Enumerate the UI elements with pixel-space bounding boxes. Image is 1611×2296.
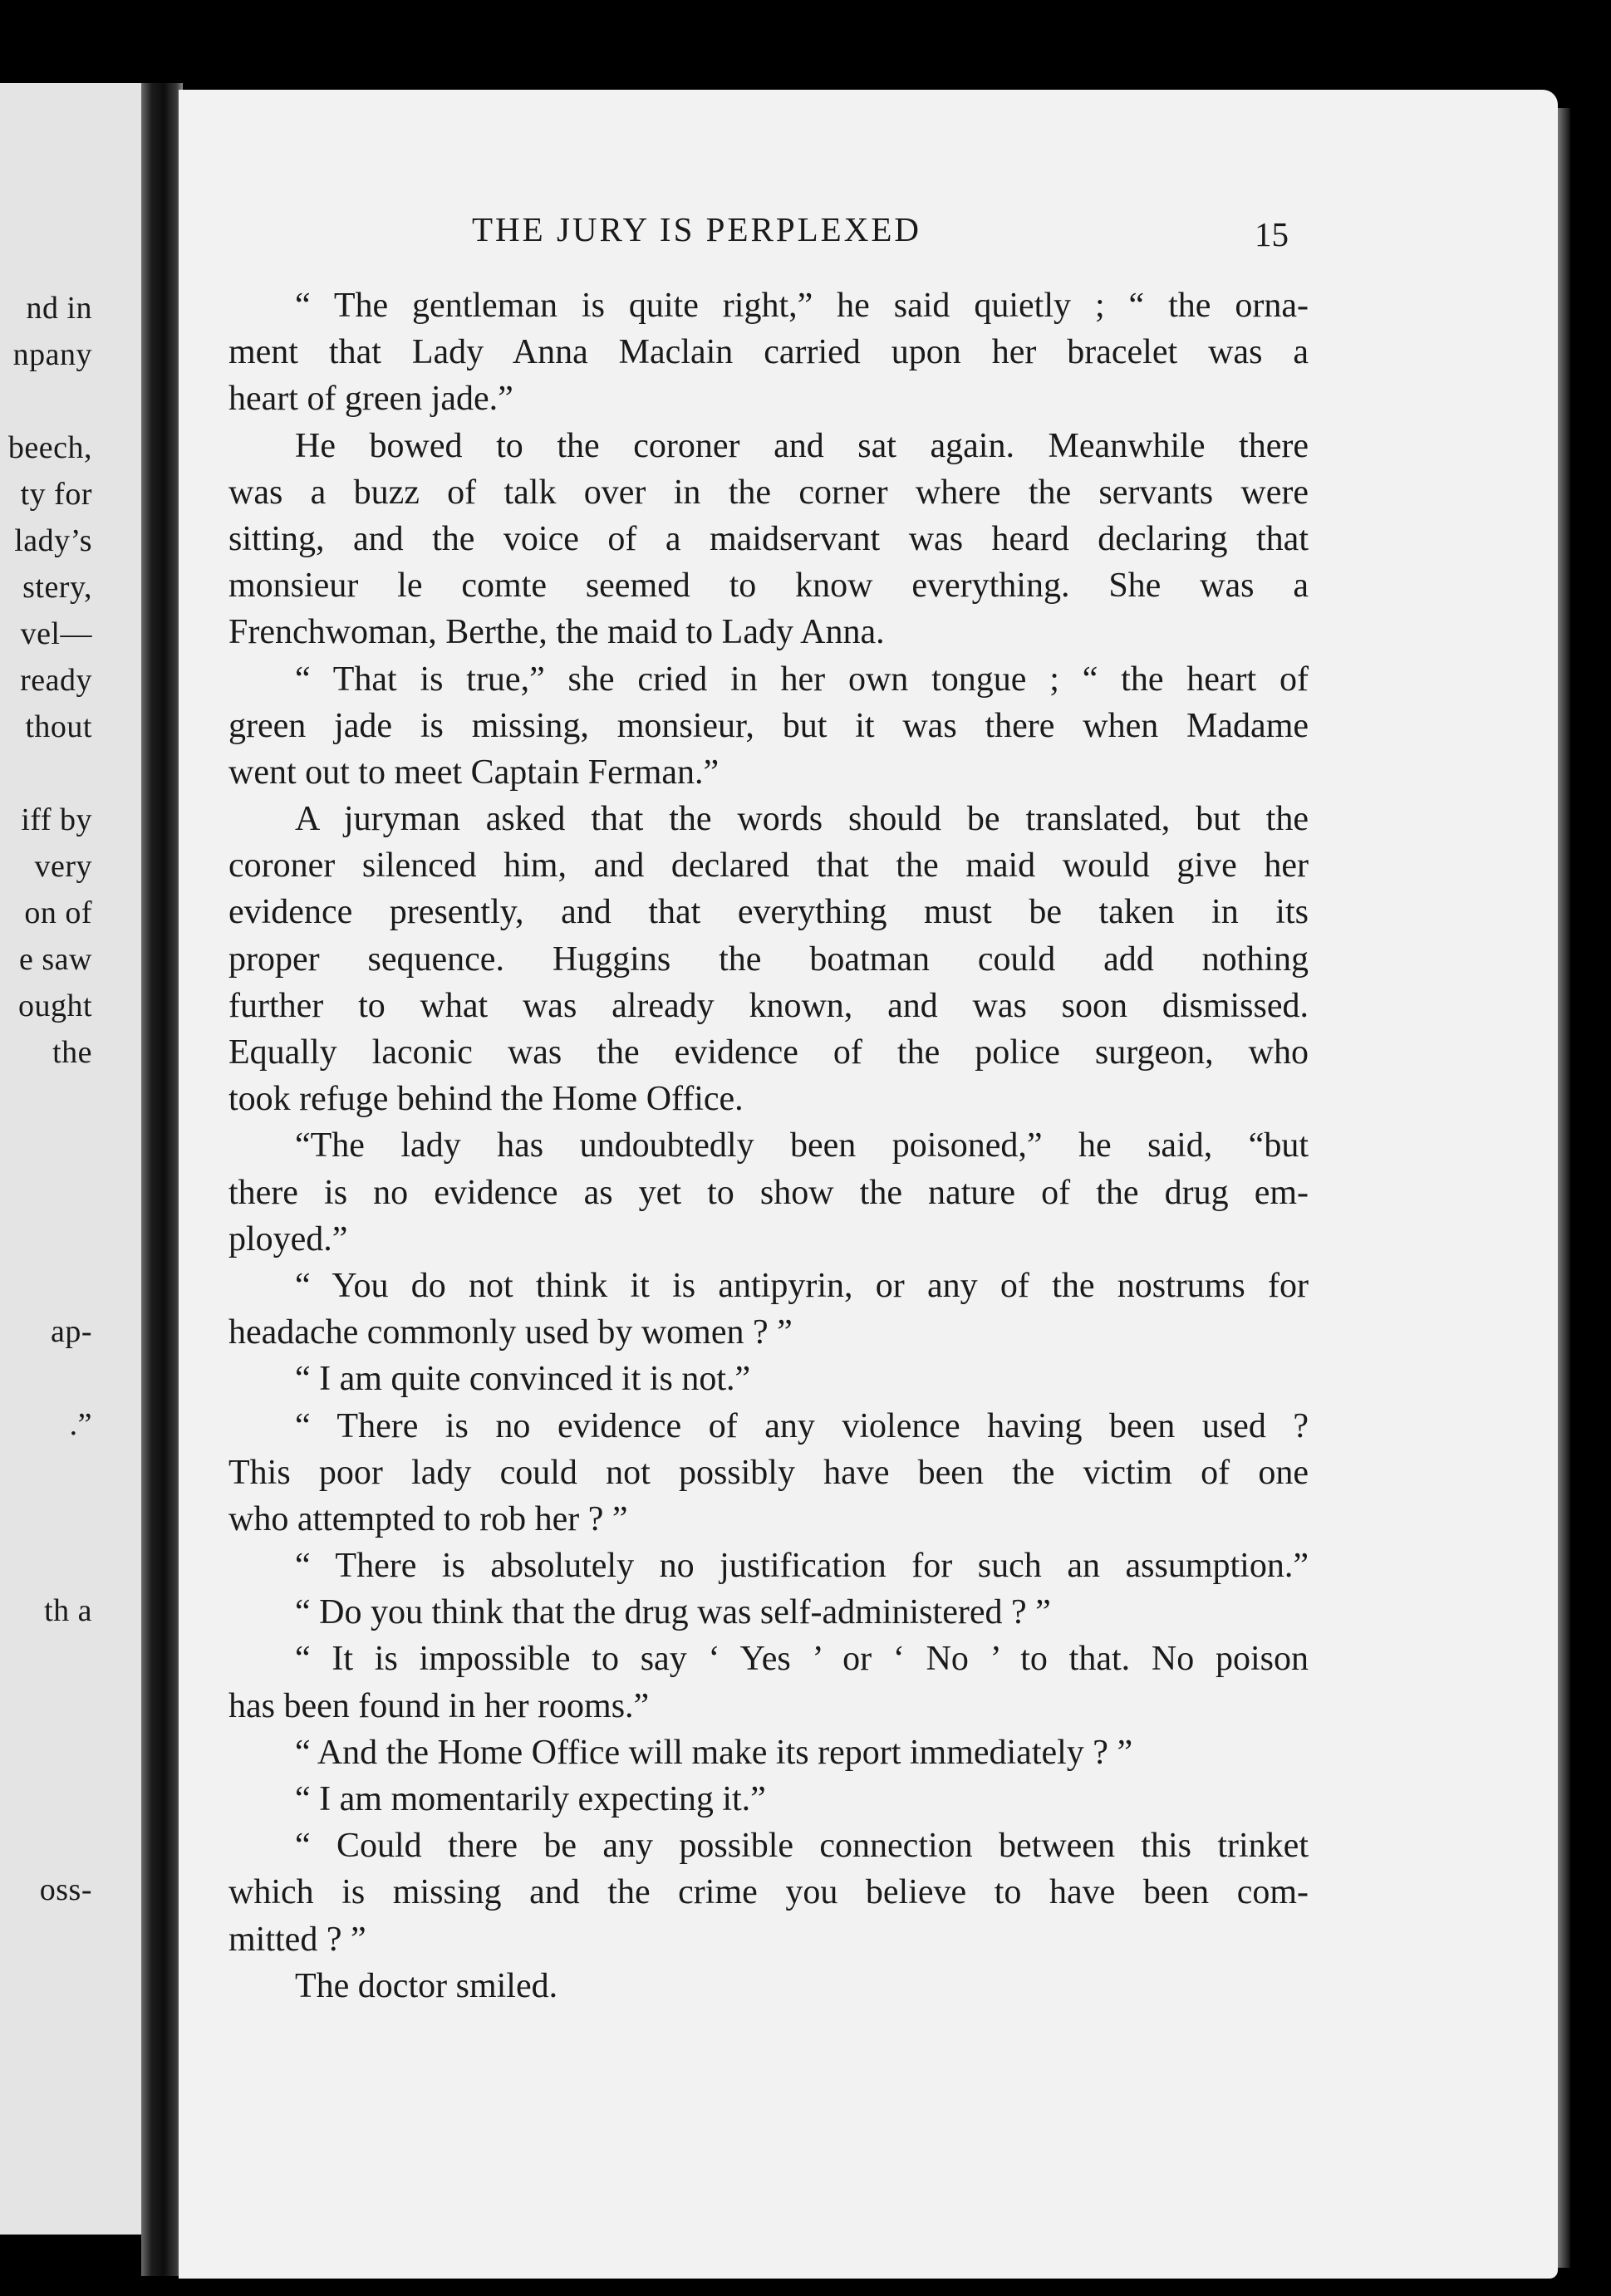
running-head: THE JURY IS PERPLEXED: [472, 210, 921, 248]
facing-page-left: [0, 83, 145, 2235]
text-line: “ I am momentarily expecting it.”: [295, 1780, 766, 1818]
text-line: “ I am quite convinced it is not.”: [295, 1360, 751, 1399]
facing-page-fragment: lady’s: [14, 523, 92, 558]
facing-page-fragment: .”: [69, 1407, 92, 1442]
facing-page-fragment: nd in: [26, 291, 92, 326]
text-line: coroner silenced him, and declared that the maid would give her: [228, 846, 1309, 886]
text-line: “The lady has undoubtedly been poisoned,” he said, “but: [295, 1126, 1309, 1165]
text-line: Frenchwoman, Berthe, the maid to Lady Anna.: [228, 613, 885, 652]
facing-page-fragment: thout: [25, 709, 92, 744]
text-line: ployed.”: [228, 1219, 348, 1258]
text-line: A juryman asked that the words should be translated, but the: [295, 800, 1309, 839]
text-line: The doctor smiled.: [295, 1966, 558, 2005]
facing-page-fragment: the: [52, 1035, 92, 1070]
facing-page-fragment: ap-: [50, 1314, 92, 1349]
text-line: “ You do not think it is antipyrin, or any of the nostrums for: [295, 1266, 1309, 1305]
book-gutter: [141, 83, 183, 2276]
body-text: [228, 282, 1309, 2009]
text-line: monsieur le comte seemed to know everything. She was a: [228, 567, 1309, 606]
text-line: has been found in her rooms.”: [228, 1686, 650, 1725]
facing-page-fragment: th a: [44, 1593, 92, 1628]
facing-page-fragment: beech,: [7, 430, 92, 465]
text-line: “ It is impossible to say ‘ Yes ’ or ‘ No ’ to that. No poison: [295, 1640, 1309, 1679]
text-line: “ And the Home Office will make its report immediately ? ”: [295, 1733, 1133, 1772]
facing-page-fragment: ought: [17, 989, 92, 1023]
text-line: “ There is absolutely no justification for such an assumption.”: [295, 1547, 1309, 1586]
text-line: was a buzz of talk over in the corner where the servants were: [228, 473, 1309, 512]
text-line: “ Could there be any possible connection between this trinket: [295, 1827, 1309, 1866]
text-line: went out to meet Captain Ferman.”: [228, 753, 720, 792]
facing-page-fragment: very: [34, 849, 92, 884]
text-line: evidence presently, and that everything must be taken in its: [228, 893, 1309, 932]
text-line: further to what was already known, and was soon dismissed.: [228, 986, 1309, 1025]
text-line: headache commonly used by women ? ”: [228, 1313, 793, 1352]
text-line: proper sequence. Huggins the boatman could add nothing: [228, 939, 1309, 979]
text-line: “ That is true,” she cried in her own tongue ; “ the heart of: [295, 660, 1309, 699]
text-line: Equally laconic was the evidence of the police surgeon, who: [228, 1033, 1309, 1072]
facing-page-fragment: iff by: [21, 802, 92, 837]
facing-page-fragment: on of: [24, 895, 92, 930]
text-line: green jade is missing, monsieur, but it was there when Madame: [228, 706, 1309, 745]
facing-page-fragment: stery,: [22, 570, 92, 605]
text-line: ment that Lady Anna Maclain carried upon her bracelet was a: [228, 333, 1309, 372]
text-line: who attempted to rob her ? ”: [228, 1499, 628, 1538]
text-line: sitting, and the voice of a maidservant was heard declaring that: [228, 519, 1309, 558]
text-line: which is missing and the crime you believe to have been com-: [228, 1873, 1309, 1912]
text-line: there is no evidence as yet to show the nature of the drug em-: [228, 1173, 1309, 1212]
text-line: This poor lady could not possibly have been the victim of one: [228, 1453, 1309, 1492]
text-line: “ Do you think that the drug was self-administered ? ”: [295, 1593, 1051, 1632]
text-line: “ There is no evidence of any violence having been used ?: [295, 1406, 1309, 1445]
text-line: heart of green jade.”: [228, 380, 513, 419]
text-line: He bowed to the coroner and sat again. Meanwhile there: [295, 426, 1309, 465]
facing-page-fragment: vel—: [20, 616, 92, 651]
facing-page-fragment: ready: [20, 663, 92, 698]
facing-page-fragment: e saw: [19, 942, 92, 977]
text-line: “ The gentleman is quite right,” he said quietly ; “ the orna-: [295, 287, 1309, 325]
page-number: 15: [1255, 215, 1289, 253]
text-line: mitted ? ”: [228, 1920, 366, 1959]
facing-page-fragment: npany: [12, 337, 92, 372]
facing-page-fragment: ty for: [20, 477, 92, 512]
facing-page-fragment: oss-: [39, 1872, 92, 1907]
text-line: took refuge behind the Home Office.: [228, 1080, 744, 1119]
